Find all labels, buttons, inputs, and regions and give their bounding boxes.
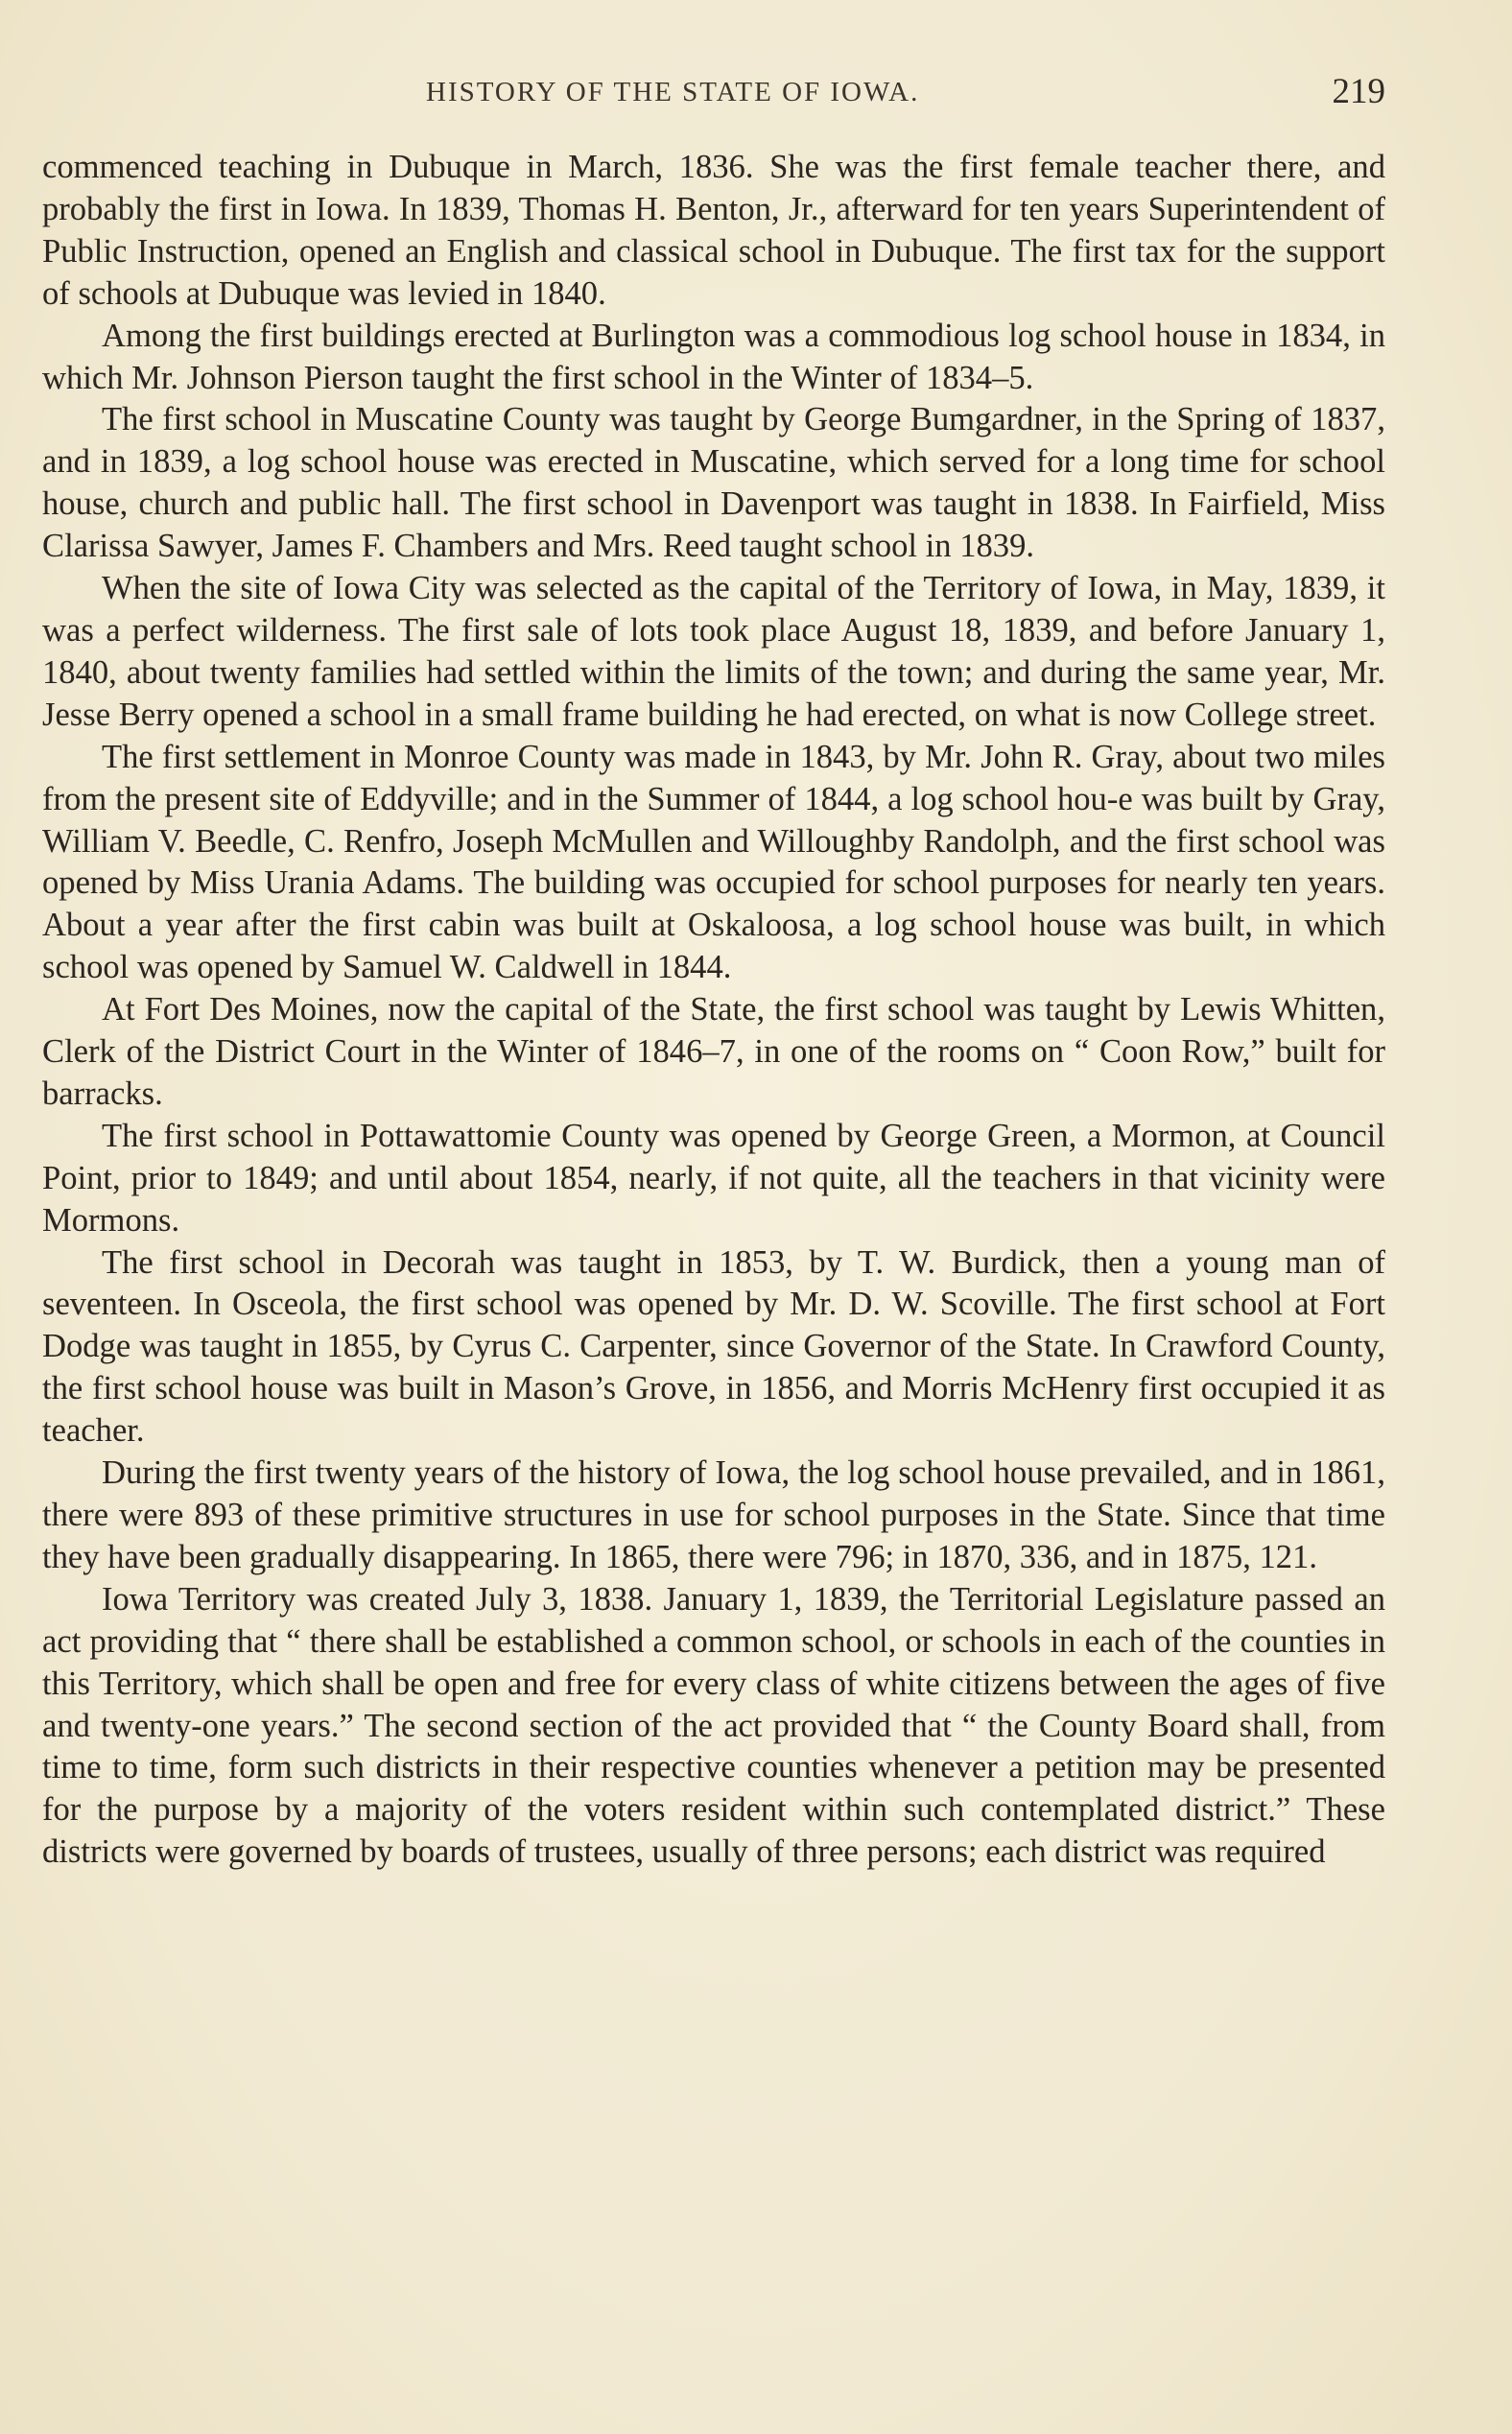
- paragraph: At Fort Des Moines, now the capital of the State, the first school was taught by Lewis Whitten, Clerk of the District Court in the Winter of 1846–7, in one of the rooms on “ Coon Row,” built for barracks.: [42, 991, 1385, 1112]
- paragraph: During the first twenty years of the history of Iowa, the log school house prevailed, and in 1861, there were 893 of these primitive structures in use for school purposes in the State. Since that time they have been gradually disappearing. In 1865, there were 796; in 1870, 336, and in 1875, 121.: [42, 1454, 1385, 1575]
- page-number: 219: [1332, 72, 1385, 111]
- paragraph: When the site of Iowa City was selected as the capital of the Territory of Iowa, in May, 1839, it was a perfect wilderness. The first sale of lots took place August 18, 1839, and before January 1, 1840, about twenty families had settled within the limits of the town; and during the same year, Mr. Jesse Berry opened a school in a small frame building he had erected, on what is now College street.: [42, 570, 1385, 733]
- paragraph: The first settlement in Monroe County was made in 1843, by Mr. John R. Gray, about two miles from the present site of Eddyville; and in the Summer of 1844, a log school hou-e was built by Gray, William V. Beedle, C. Renfro, Joseph McMullen and Willoughby Randolph, and the first school was opened by Miss Urania Adams. The building was occupied for school purposes for nearly ten years. About a year after the first cabin was built at Oskaloosa, a log school house was built, in which school was opened by Samuel W. Caldwell in 1844.: [42, 738, 1385, 986]
- paragraph: Iowa Territory was created July 3, 1838. January 1, 1839, the Territorial Legislature passed an act providing that “ there shall be established a common school, or schools in each of the counties in this Territory, which shall be open and free for every class of white citizens between the ages of five and twenty-one years.” The second section of the act provided that “ the County Board shall, from time to time, form such districts in their respective counties whenever a petition may be presented for the purpose by a majority of the voters resident within such contemplated district.” These districts were governed by boards of trustees, usually of three persons; each district was required: [42, 1580, 1385, 1871]
- running-title: HISTORY OF THE STATE OF IOWA.: [426, 77, 920, 107]
- paragraph: The first school in Pottawattomie County was opened by George Green, a Mormon, at Council Point, prior to 1849; and until about 1854, nearly, if not quite, all the teachers in that vicinity were Mormons.: [42, 1117, 1385, 1239]
- paragraph: The first school in Muscatine County was taught by George Bumgardner, in the Spring of 1837, and in 1839, a log school house was erected in Muscatine, which served for a long time for school house, church and public hall. The first school in Davenport was taught in 1838. In Fairfield, Miss Clarissa Sawyer, James F. Chambers and Mrs. Reed taught school in 1839.: [42, 401, 1385, 565]
- paragraph: commenced teaching in Dubuque in March, 1836. She was the first female teacher there, and probably the first in Iowa. In 1839, Thomas H. Benton, Jr., afterward for ten years Superintendent of Public Instruction, opened an English and classical school in Dubuque. The first tax for the support of schools at Dubuque was levied in 1840.: [42, 149, 1385, 312]
- page-header: [42, 71, 1385, 119]
- paragraph: The first school in Decorah was taught in 1853, by T. W. Burdick, then a young man of seventeen. In Osceola, the first school was opened by Mr. D. W. Scoville. The first school at Fort Dodge was taught in 1855, by Cyrus C. Carpenter, since Governor of the State. In Crawford County, the first school house was built in Mason’s Grove, in 1856, and Morris McHenry first occupied it as teacher.: [42, 1243, 1385, 1450]
- paragraph: Among the first buildings erected at Burlington was a commodious log school house in 1834, in which Mr. Johnson Pierson taught the first school in the Winter of 1834–5.: [42, 317, 1385, 396]
- body-text: [42, 147, 1385, 1874]
